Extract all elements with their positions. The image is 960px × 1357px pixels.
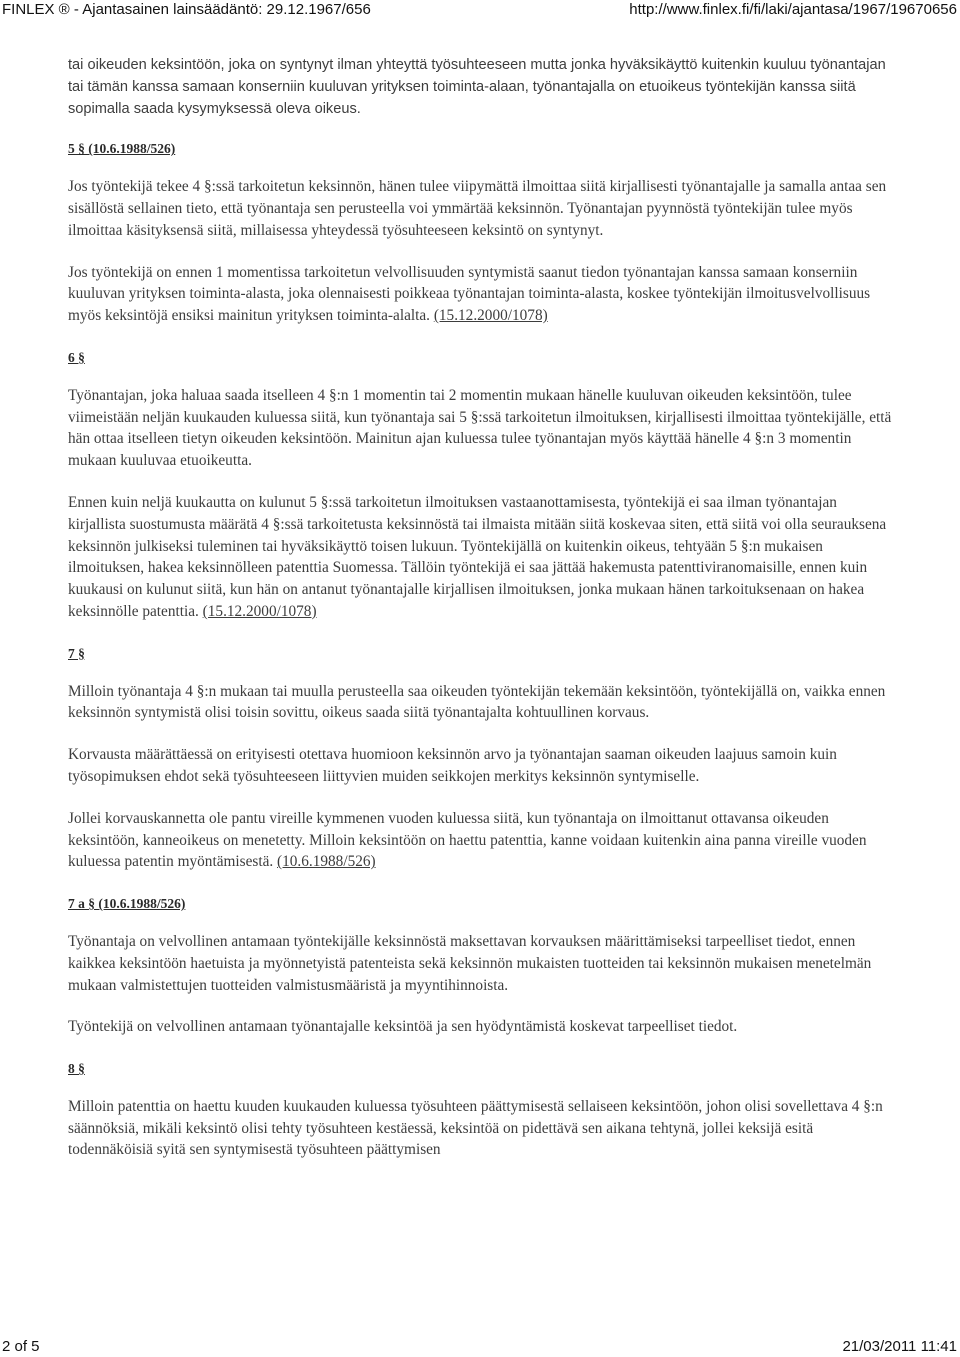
amendment-reference-link[interactable]: (15.12.2000/1078) [202, 602, 317, 620]
paragraph: Milloin patenttia on haettu kuuden kuukauden kuluessa työsuhteen päättymisestä sellaiseen keksintöön, johon olisi sovellettava 4 §:n säännöksiä, mikäli keksintö olisi tehty työsuhteen kestäessä, keksintöä on pidettävä sen aikana tehtynä, jollei keksijä esitä todennäköisiä syitä sen syntymisestä työsuhteen päättymisen [68, 1097, 883, 1159]
print-header [0, 0, 960, 22]
section-heading-6[interactable]: 6 § [68, 349, 85, 365]
amendment-reference-link[interactable]: (10.6.1988/526) [277, 853, 376, 871]
print-timestamp: 21/03/2011 11:41 [842, 1338, 957, 1355]
paragraph: Työnantaja on velvollinen antamaan työntekijälle keksinnöstä maksettavan korvauksen määrittämiseksi tarpeelliset tiedot, ennen kaikkea keksintöön haetuista ja myönnetyistä patenteista sekä keksinnön mukaisten tuotteiden tai keksinnön mukaisen menetelmän mukaan valmistettujen tuotteiden valmistusmääristä ja myyntihinnoista. [68, 932, 872, 994]
paragraph [68, 808, 898, 873]
paragraph-text: Jollei korvauskannetta ole pantu vireille kymmenen vuoden kuluessa siitä, kun työnantaja on ilmoittanut ottavansa oikeuden keksintöön, kanneoikeus on menetetty. Milloin keksintöön on haettu patenttia, kanne voidaan kuitenkin aina panna vireille vuoden kuluessa patentin myöntämisestä. [68, 809, 867, 871]
section-heading-7[interactable]: 7 § [68, 645, 85, 661]
amendment-reference-link[interactable]: (15.12.2000/1078) [433, 307, 548, 325]
paragraph: Työntekijä on velvollinen antamaan työnantajalle keksintöä ja sen hyödyntämistä koskevat tarpeelliset tiedot. [68, 1018, 738, 1036]
paragraph-text: Jos työntekijä on ennen 1 momentissa tarkoitetun velvollisuuden syntymistä saanut tiedon työnantajan kanssa samaan konserniin kuuluvan yrityksen toiminta-alasta, joka olennaisesti poikkeaa työnantajan toiminta-alasta, koskee työntekijän ilmoitusvelvollisuus myös keksintöjä ensiksi mainitun yrityksen toiminta-alalta. [68, 263, 871, 325]
paragraph: tai oikeuden keksintöön, joka on syntynyt ilman yhteyttä työsuhteeseen mutta jonka hyväksikäyttö kuitenkin kuuluu työnantajan tai tämän kanssa samaan konserniin kuuluvan yrityksen toiminta-alaan, työnantajalla on etuoikeus työntekijän kanssa siitä sopimalla saada kysymyksessä oleva oikeus. [68, 57, 886, 117]
paragraph [68, 492, 898, 623]
section-heading-7a[interactable]: 7 a § (10.6.1988/526) [68, 896, 186, 912]
paragraph: Milloin työnantaja 4 §:n mukaan tai muulla perusteella saa oikeuden työntekijän tekemään keksintöön, työntekijällä on, vaikka ennen keksinnön syntymistä olisi toisin sovittu, oikeus saada siitä työnantajalta kohtuullinen korvaus. [68, 682, 886, 722]
page-number: 2 of 5 [2, 1338, 40, 1355]
section-heading-8[interactable]: 8 § [68, 1061, 85, 1077]
paragraph: Työnantajan, joka haluaa saada itselleen 4 §:n 1 momentin tai 2 momentin mukaan hänelle kuuluvan oikeuden keksintöön, tulee viimeistään neljän kuukauden kuluessa siitä, kun työnantaja sai 5 §:ssä tarkoitetun ilmoituksen, kirjallisesti ilmoittaa työntekijälle, että hän ottaa itselleen tietyn oikeuden keksintöön. Mainitun ajan kuluessa tulee työnantajan myös käyttää hänelle 4 §:n 3 momentin mukaan kuuluvaa etuoikeutta. [68, 386, 892, 470]
paragraph: Korvausta määrättäessä on erityisesti otettava huomioon keksinnön arvo ja työnantajan saaman oikeuden laajuus samoin kuin työsopimuksen ehdot sekä työsuhteeseen liittyvien muiden seikkojen merkitys keksinnön syntymiselle. [68, 746, 837, 785]
header-title: FINLEX ® - Ajantasainen lainsäädäntö: 29.12.1967/656 [2, 1, 371, 18]
print-footer [0, 1338, 960, 1357]
document-body [68, 55, 898, 1181]
section-heading-5[interactable]: 5 § (10.6.1988/526) [68, 141, 176, 157]
paragraph [68, 262, 898, 327]
paragraph: Jos työntekijä tekee 4 §:ssä tarkoitetun keksinnön, hänen tulee viipymättä ilmoittaa siitä kirjallisesti työnantajalle ja samalla antaa sen sisällöstä sellainen tieto, että työnantaja sen perusteella voi ymmärtää keksinnön. Työnantajan pyynnöstä työntekijän tulee myös ilmoittaa käsityksensä siitä, millaisessa yhteydessä työsuhteeseen keksintö on syntynyt. [68, 178, 887, 239]
paragraph-text: Ennen kuin neljä kuukautta on kulunut 5 §:ssä tarkoitetun ilmoituksen vastaanottamisesta, työntekijä ei saa ilman työnantajan kirjallista suostumusta määrätä 4 §:ssä tarkoitetusta keksinnöstä tai ilmaista mitään siitä koskevaa siten, että siitä voi olla seurauksena keksinnön julkiseksi tuleminen tai hyväksikäyttö toisen lukuun. Työntekijällä on kuitenkin oikeus, tehtyään 5 §:n mukaisen ilmoituksen, hakea keksinnölleen patenttia Suomessa. Tällöin työntekijä ei saa jättää hakemusta patenttiviranomaisille, ennen kuin kuukausi on kulunut siitä, kun hän on antanut työnantajalle kirjallisen ilmoituksen, jonka mukaan hänen tarkoituksenaan on hakea keksinnölle patenttia. [68, 493, 887, 620]
header-url[interactable]: http://www.finlex.fi/fi/laki/ajantasa/1967/19670656 [629, 1, 957, 18]
